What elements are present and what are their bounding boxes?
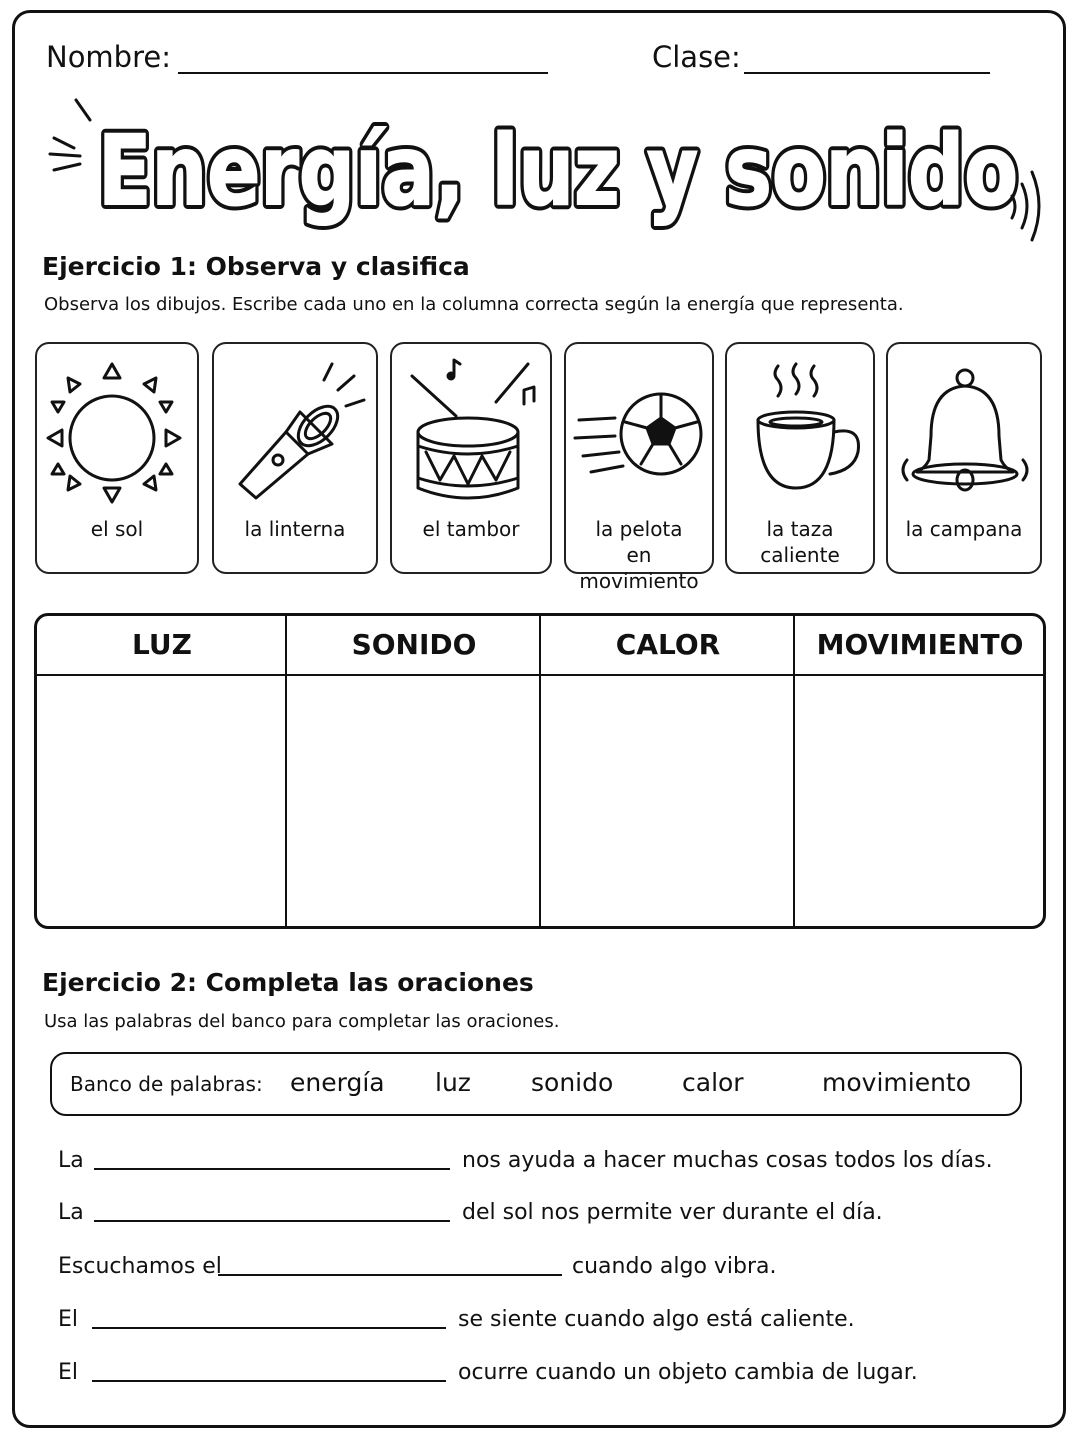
title-outline: Energía, luz y sonido xyxy=(98,115,1018,227)
bell-icon xyxy=(889,356,1039,506)
drum-icon xyxy=(396,356,546,506)
sentence-2-end: del sol nos permite ver durante el día. xyxy=(462,1200,883,1225)
sentence-2-start: La xyxy=(58,1200,84,1225)
answer-area-sonido[interactable] xyxy=(287,676,539,926)
sentence-4-start: El xyxy=(58,1307,79,1332)
sentence-5-blank[interactable] xyxy=(92,1380,446,1382)
classification-table xyxy=(34,613,1046,929)
sun-icon xyxy=(42,356,192,506)
answer-area-calor[interactable] xyxy=(541,676,793,926)
card-label: la pelota en movimiento xyxy=(579,517,699,593)
card-flashlight[interactable] xyxy=(212,342,378,574)
bank-word: sonido xyxy=(531,1068,614,1097)
name-label: Nombre: xyxy=(46,40,171,74)
column-header-calor: CALOR xyxy=(615,628,721,661)
class-field[interactable] xyxy=(744,72,990,74)
card-label: la campana xyxy=(905,517,1023,541)
sentence-5-end: ocurre cuando un objeto cambia de lugar. xyxy=(458,1360,918,1385)
column-header-sonido: SONIDO xyxy=(351,628,477,661)
sentence-1-blank[interactable] xyxy=(94,1168,450,1170)
word-bank-label: Banco de palabras: xyxy=(70,1072,263,1096)
card-drum[interactable] xyxy=(390,342,552,574)
column-header-luz: LUZ xyxy=(132,628,192,661)
title-text: Energía, luz y sonido xyxy=(98,115,1018,227)
sentence-3-blank[interactable] xyxy=(218,1274,562,1276)
column-header-movimiento: MOVIMIENTO xyxy=(816,628,1024,661)
sentence-1-end: nos ayuda a hacer muchas cosas todos los días. xyxy=(462,1148,993,1173)
name-field[interactable] xyxy=(178,72,548,74)
flashlight-icon xyxy=(220,356,370,506)
bank-word: movimiento xyxy=(822,1068,972,1097)
sentence-4-end: se siente cuando algo está caliente. xyxy=(458,1307,855,1332)
card-label: la linterna xyxy=(244,517,346,541)
sentence-1-start: La xyxy=(58,1148,84,1173)
card-cup[interactable] xyxy=(725,342,875,574)
card-label: el tambor xyxy=(422,517,520,541)
class-label: Clase: xyxy=(652,40,741,74)
answer-area-luz[interactable] xyxy=(37,676,285,926)
exercise2-title: Ejercicio 2: Completa las oraciones xyxy=(42,968,534,997)
sparkle-icon xyxy=(50,100,90,170)
bank-word: calor xyxy=(682,1068,744,1097)
answer-area-movimiento[interactable] xyxy=(795,676,1045,926)
exercise1-instructions: Observa los dibujos. Escribe cada uno en la columna correcta según la energía que representa. xyxy=(44,294,904,315)
sentence-2-blank[interactable] xyxy=(94,1220,450,1222)
word-bank xyxy=(50,1052,1022,1116)
sentence-5-start: El xyxy=(58,1360,79,1385)
bank-word: luz xyxy=(435,1068,471,1097)
exercise2-instructions: Usa las palabras del banco para completar las oraciones. xyxy=(44,1011,560,1032)
page-title xyxy=(40,92,1050,256)
card-sun[interactable] xyxy=(35,342,199,574)
card-label: la taza caliente xyxy=(760,517,840,567)
hot-cup-icon xyxy=(730,356,870,506)
exercise1-title: Ejercicio 1: Observa y clasifica xyxy=(42,252,470,281)
sentence-3-start: Escuchamos el xyxy=(58,1254,222,1279)
sentence-3-end: cuando algo vibra. xyxy=(572,1254,777,1279)
card-ball[interactable] xyxy=(564,342,714,593)
card-bell[interactable] xyxy=(886,342,1042,574)
bank-word: energía xyxy=(290,1068,385,1097)
sentence-4-blank[interactable] xyxy=(92,1327,446,1329)
soccer-ball-icon xyxy=(569,356,709,506)
card-label: el sol xyxy=(90,517,144,541)
